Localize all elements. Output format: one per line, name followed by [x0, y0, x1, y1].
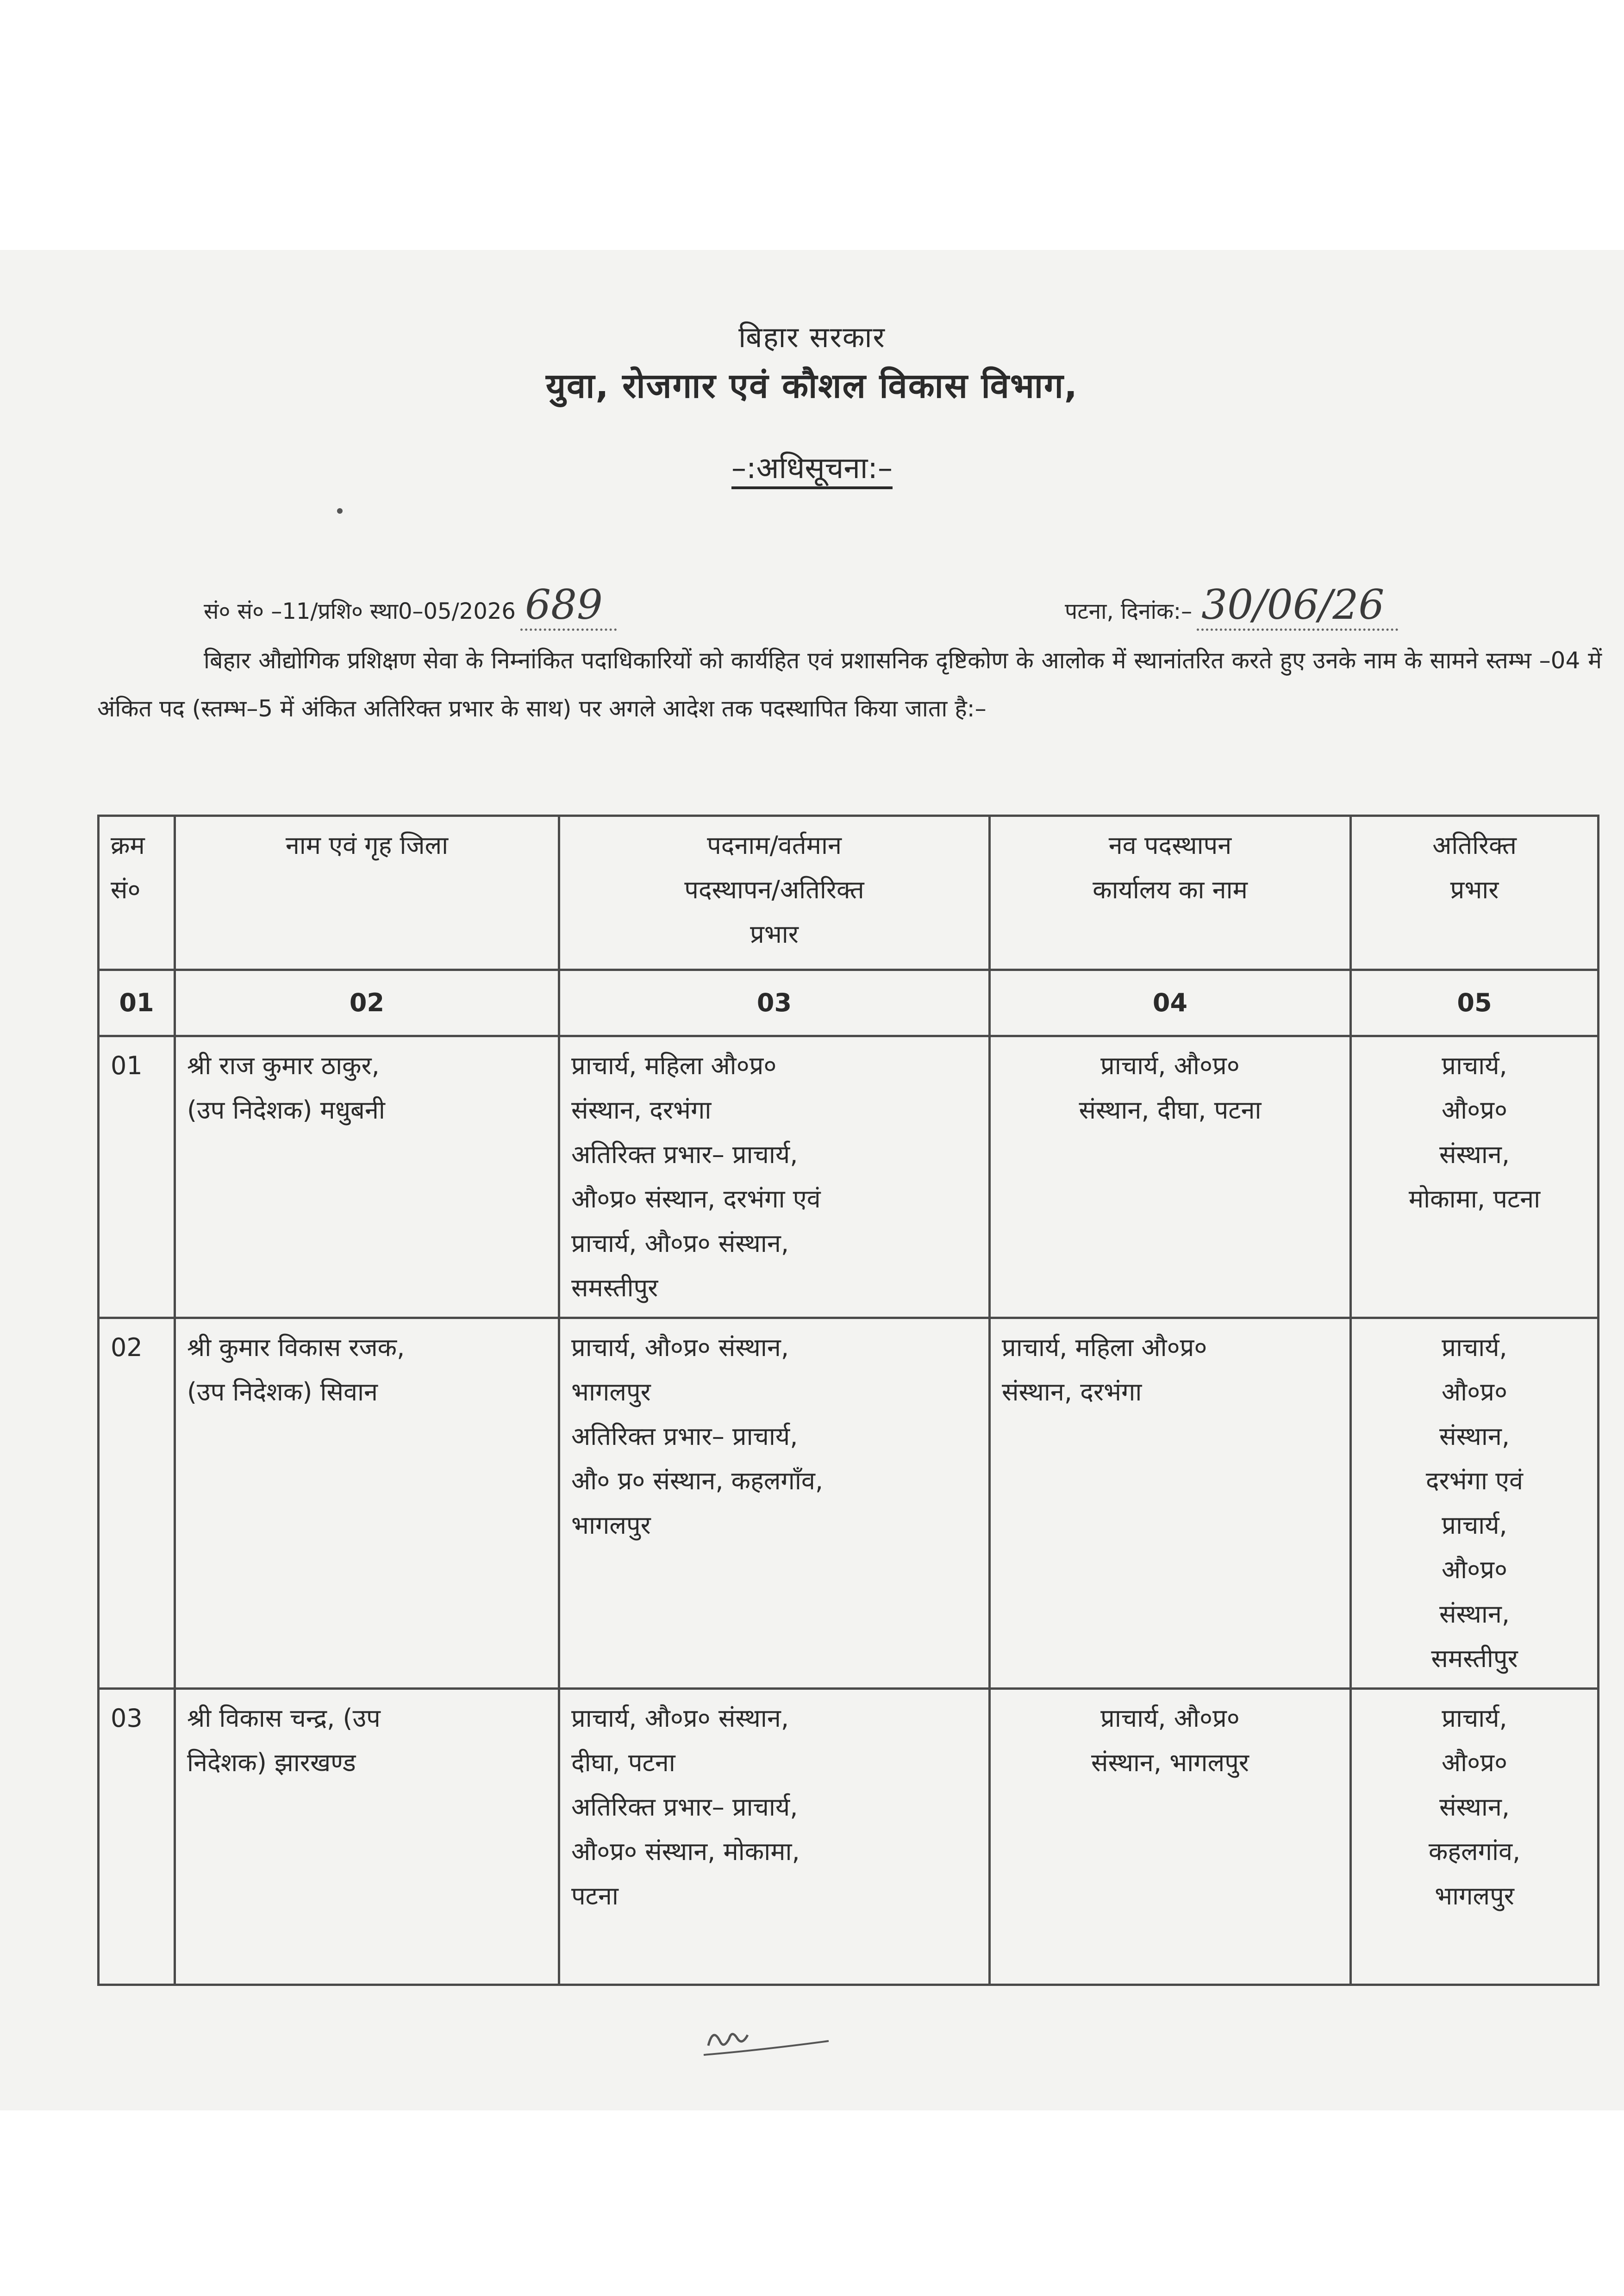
cell-text-line: नाम एवं गृह जिला — [285, 831, 449, 860]
cell-text-line: औ०प्र० — [1441, 1377, 1508, 1406]
row-current-posting — [559, 1689, 990, 1985]
transfer-table — [97, 815, 1599, 1986]
reference-prefix: सं० सं० –11/प्रशि० स्था0–05/2026 — [204, 598, 516, 624]
cell-text-line: अतिरिक्त — [1432, 831, 1517, 860]
signature-icon — [694, 2013, 833, 2064]
cell-text-line: भागलपुर — [571, 1511, 651, 1540]
cell-text-line: प्राचार्य, औ०प्र० — [1100, 1051, 1240, 1080]
cell-text-line: संस्थान, — [1439, 1599, 1510, 1629]
cell-text-line: दीघा, पटना — [571, 1748, 675, 1777]
cell-text-line: दरभंगा एवं — [1425, 1466, 1524, 1495]
column-number: 03 — [559, 970, 990, 1036]
cell-text-line: अतिरिक्त प्रभार– प्राचार्य, — [571, 1792, 798, 1822]
government-title: बिहार सरकार — [738, 320, 886, 354]
cell-text-line: नव पदस्थापन — [1108, 831, 1232, 860]
cell-text-line: अतिरिक्त प्रभार– प्राचार्य, — [571, 1140, 798, 1169]
row-sno: 03 — [99, 1689, 175, 1985]
row-sno: 01 — [99, 1036, 175, 1318]
cell-text-line: संस्थान, दरभंगा — [571, 1095, 712, 1125]
table-row — [99, 1318, 1599, 1689]
cell-text-line: औ०प्र० — [1441, 1748, 1508, 1777]
row-current-posting — [559, 1318, 990, 1689]
cell-text-line: प्राचार्य, — [1442, 1704, 1507, 1733]
cell-text-line: पटना — [571, 1881, 618, 1910]
cell-text-line: भागलपुर — [1435, 1881, 1514, 1910]
cell-text-line: कार्यालय का नाम — [1093, 875, 1248, 904]
row-name — [175, 1318, 559, 1689]
column-number: 01 — [99, 970, 175, 1036]
cell-text-line: प्राचार्य, औ०प्र० संस्थान, — [571, 1229, 789, 1258]
cell-text-line: पदस्थापन/अतिरिक्त — [684, 875, 864, 904]
cell-text-line: मोकामा, पटना — [1408, 1184, 1541, 1213]
cell-text-line: औ०प्र० संस्थान, दरभंगा एवं — [571, 1184, 821, 1213]
cell-text-line: प्राचार्य, महिला औ०प्र० — [571, 1051, 777, 1080]
place-date-label: पटना, दिनांक:– — [1065, 598, 1193, 624]
cell-text-line: श्री कुमार विकास रजक, — [187, 1333, 405, 1362]
cell-text-line: (उप निदेशक) सिवान — [187, 1377, 378, 1406]
cell-text-line: संस्थान, — [1439, 1792, 1510, 1822]
cell-text-line: समस्तीपुर — [571, 1273, 658, 1302]
cell-text-line: संस्थान, दीघा, पटना — [1079, 1095, 1262, 1125]
cell-text-line: प्राचार्य, — [1442, 1051, 1507, 1080]
cell-text-line: भागलपुर — [571, 1377, 651, 1406]
handwritten-number: 689 — [520, 581, 617, 631]
cell-text-line: प्राचार्य, औ०प्र० — [1100, 1704, 1240, 1733]
row-new-posting — [990, 1689, 1351, 1985]
cell-text-line: कहलगांव, — [1428, 1837, 1521, 1866]
table-row — [99, 1689, 1599, 1985]
row-additional-charge — [1351, 1036, 1599, 1318]
cell-text-line: अतिरिक्त प्रभार– प्राचार्य, — [571, 1422, 798, 1451]
row-additional-charge — [1351, 1318, 1599, 1689]
handwritten-date: 30/06/26 — [1197, 581, 1398, 631]
cell-text-line: संस्थान, भागलपुर — [1091, 1748, 1249, 1777]
cell-text-line: औ० प्र० संस्थान, कहलगाँव, — [571, 1466, 824, 1495]
table-row — [99, 1036, 1599, 1318]
row-name — [175, 1689, 559, 1985]
header-cell-new-posting — [990, 816, 1351, 970]
cell-text-line: औ०प्र० — [1441, 1095, 1508, 1125]
column-number: 04 — [990, 970, 1351, 1036]
row-new-posting — [990, 1318, 1351, 1689]
place-date — [1065, 581, 1398, 628]
table-header-row — [99, 816, 1599, 970]
row-current-posting — [559, 1036, 990, 1318]
cell-text-line: संस्थान, — [1439, 1140, 1510, 1169]
reference-number — [204, 581, 617, 628]
cell-text-line: प्राचार्य, औ०प्र० संस्थान, — [571, 1704, 789, 1733]
cell-text-line: प्राचार्य, औ०प्र० संस्थान, — [571, 1333, 789, 1362]
row-sno: 02 — [99, 1318, 175, 1689]
cell-text-line: संस्थान, दरभंगा — [1002, 1377, 1142, 1406]
column-number: 02 — [175, 970, 559, 1036]
cell-text-line: श्री राज कुमार ठाकुर, — [187, 1051, 380, 1080]
stray-dot — [337, 508, 343, 514]
notice-title: –:अधिसूचना:– — [731, 451, 893, 485]
row-new-posting — [990, 1036, 1351, 1318]
row-name — [175, 1036, 559, 1318]
cell-text-line: संस्थान, — [1439, 1422, 1510, 1451]
cell-text-line: औ०प्र० — [1441, 1555, 1508, 1584]
department-title: युवा, रोजगार एवं कौशल विकास विभाग, — [546, 366, 1078, 406]
cell-text-line: प्रभार — [1450, 875, 1499, 904]
column-number-row — [99, 970, 1599, 1036]
cell-text-line: पदनाम/वर्तमान — [707, 831, 842, 860]
cell-text-line: प्राचार्य, — [1442, 1333, 1507, 1362]
cell-text-line: प्राचार्य, महिला औ०प्र० — [1002, 1333, 1207, 1362]
cell-text-line: श्री विकास चन्द्र, (उप — [187, 1704, 381, 1733]
header-cell-current — [559, 816, 990, 970]
header-cell-sno — [99, 816, 175, 970]
cell-text-line: (उप निदेशक) मधुबनी — [187, 1095, 385, 1125]
cell-text-line: निदेशक) झारखण्ड — [187, 1748, 356, 1777]
cell-text-line: प्राचार्य, — [1442, 1511, 1507, 1540]
column-number: 05 — [1351, 970, 1599, 1036]
row-additional-charge — [1351, 1689, 1599, 1985]
cell-text-line: क्रम — [111, 831, 145, 860]
cell-text-line: समस्तीपुर — [1431, 1644, 1518, 1673]
cell-text-line: प्रभार — [750, 920, 799, 949]
cell-text-line: सं० — [111, 875, 141, 904]
cell-text-line: औ०प्र० संस्थान, मोकामा, — [571, 1837, 800, 1866]
body-paragraph: बिहार औद्योगिक प्रशिक्षण सेवा के निम्नांकित पदाधिकारियों को कार्यहित एवं प्रशासनिक दृष्टिकोण के आलोक में स्थानांतरित करते हुए उनके नाम के सामने स्तम्भ –04 में अंकित पद (स्तम्भ–5 में अंकित अतिरिक्त प्रभार के साथ) पर अगले आदेश तक पदस्थापित किया जाता है:– — [97, 647, 1602, 722]
header-cell-additional — [1351, 816, 1599, 970]
header-cell-name — [175, 816, 559, 970]
